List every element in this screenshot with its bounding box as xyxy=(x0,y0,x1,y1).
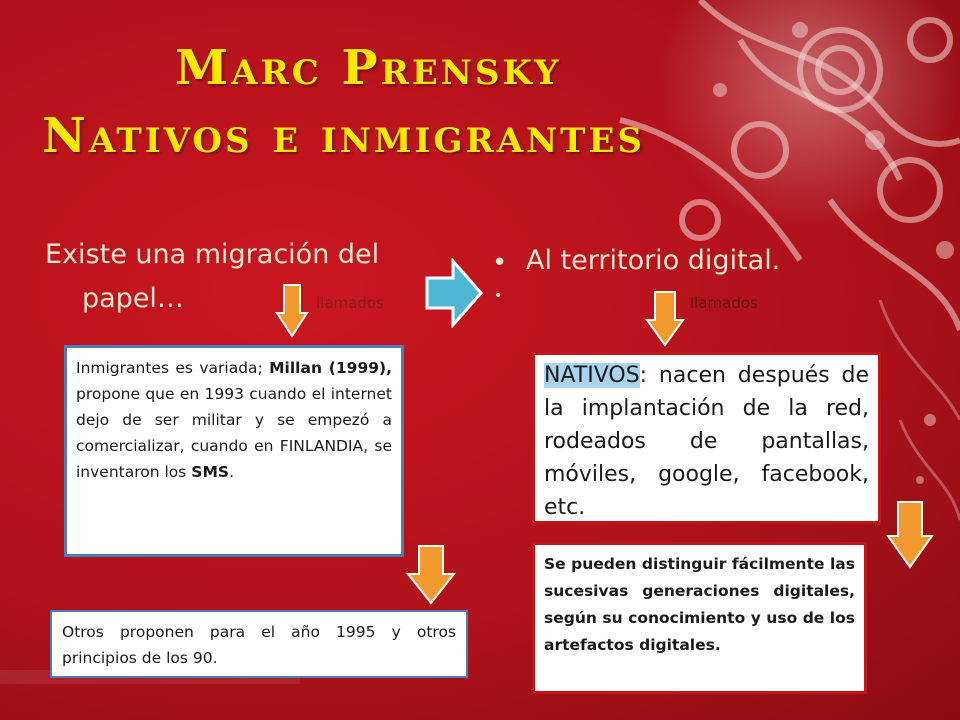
down-arrow-icon xyxy=(275,283,309,339)
right-called-label: llamados xyxy=(690,294,758,312)
bullet-dot: • xyxy=(492,248,508,278)
title-line-2: Nativos e inmigrantes xyxy=(42,108,645,164)
title-line-1: Marc Prensky xyxy=(175,40,562,96)
natives-highlight: NATIVOS xyxy=(544,363,640,388)
right-arrow-icon xyxy=(425,258,485,328)
natives-info-box xyxy=(532,352,881,524)
left-intro-line-2: papel… xyxy=(82,283,184,314)
natives-info-text: NATIVOS: nacen después de la implantación de la red, rodeados de pantallas, móviles, google, facebook, etc. xyxy=(544,363,869,520)
generations-info-text: Se pueden distinguir fácilmente las sucesivas generaciones digitales, según su conocimiento y uso de los artefactos digitales. xyxy=(544,555,855,654)
right-bullet-1: Al territorio digital. xyxy=(526,245,781,276)
immigrants-info-box xyxy=(64,345,404,557)
other-proposals-text: Otros proponen para el año 1995 y otros principios de los 90. xyxy=(62,623,456,667)
left-intro-line-1: Existe una migración del xyxy=(45,239,380,270)
generations-info-box xyxy=(532,542,867,694)
down-arrow-icon xyxy=(645,290,685,348)
down-arrow-icon xyxy=(405,544,457,606)
left-called-label: llamados xyxy=(316,294,384,312)
down-arrow-icon xyxy=(885,500,935,570)
other-proposals-box xyxy=(50,610,468,678)
immigrants-info-text: Inmigrantes es variada; Millan (1999), propone que en 1993 cuando el internet dejo de ser militar y se empezó a comercializar, cuando en FINLANDIA, se inventaron los SMS. xyxy=(76,359,393,481)
bullet-dot: • xyxy=(494,288,503,304)
